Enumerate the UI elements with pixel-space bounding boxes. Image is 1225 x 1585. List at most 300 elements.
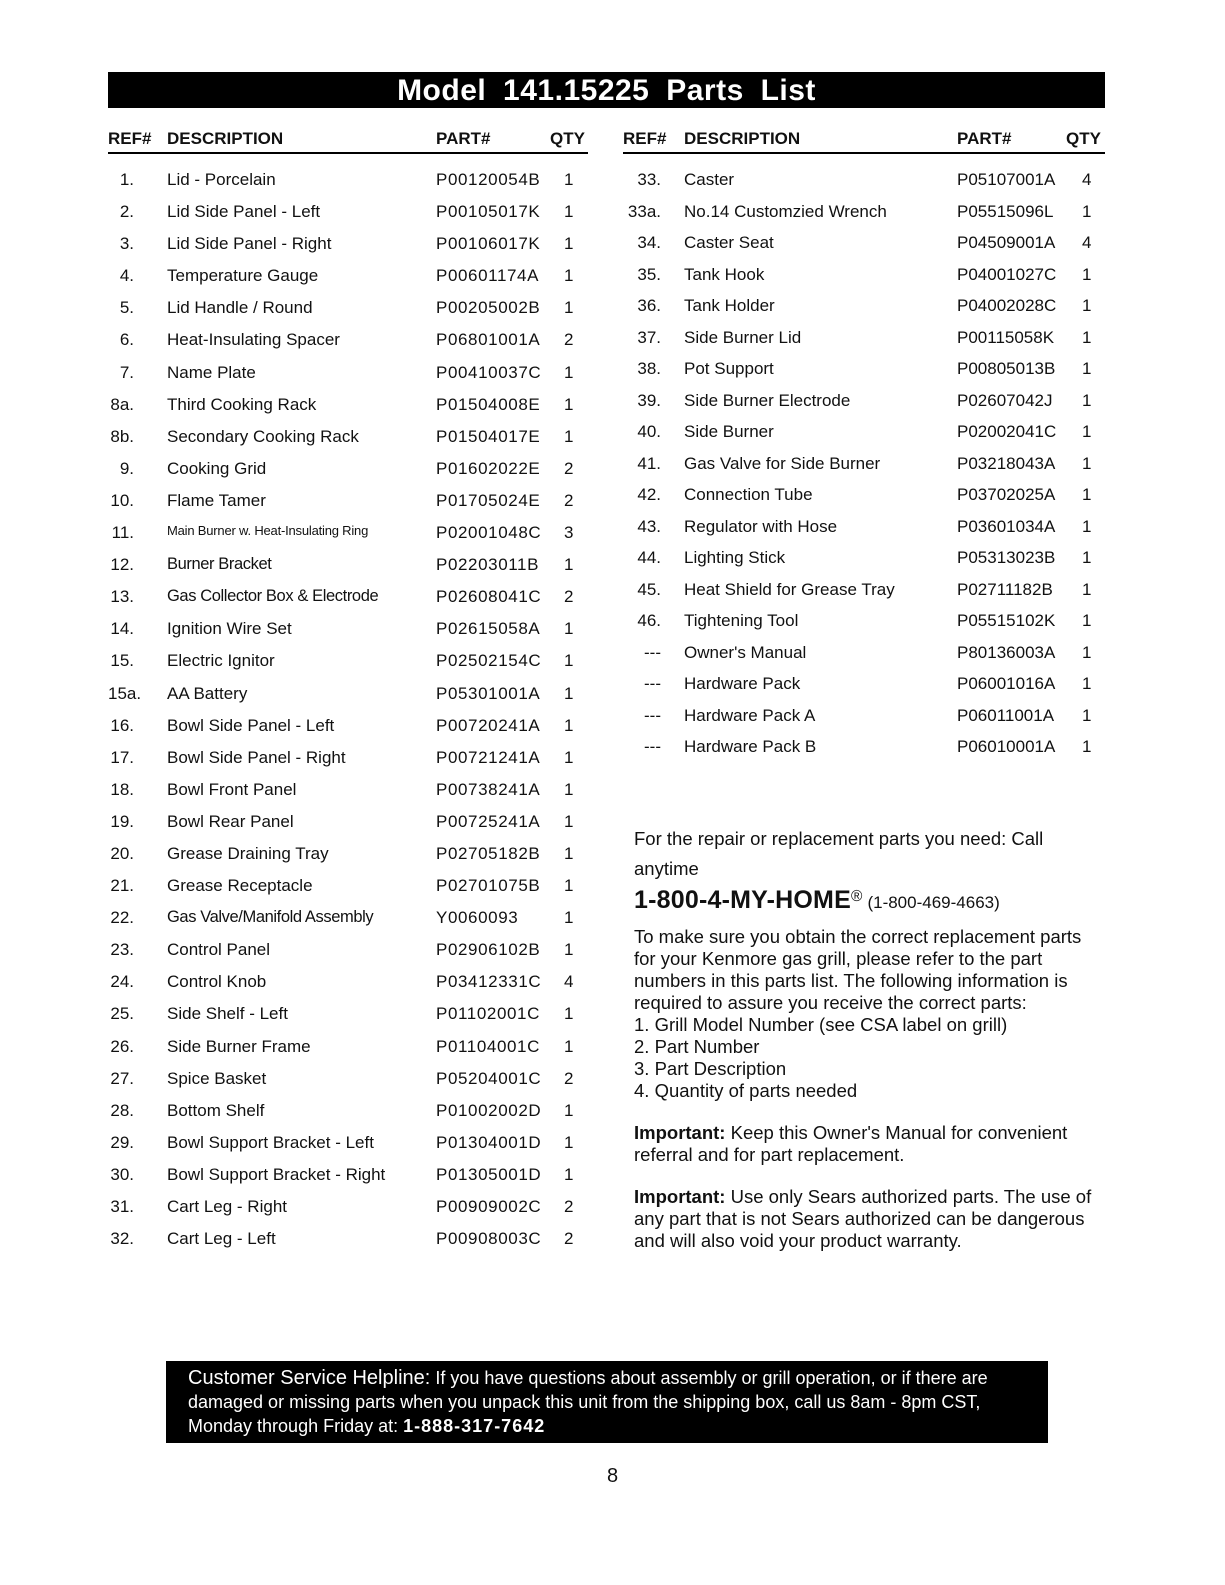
page-title: Model 141.15225 Parts List <box>397 74 816 107</box>
header-ref: REF# <box>108 129 152 148</box>
part-description: Pot Support <box>684 359 774 378</box>
page-title-bar <box>108 72 1105 108</box>
part-number: P02607042J <box>957 390 1053 410</box>
quantity: 1 <box>564 1132 574 1152</box>
ref-number: 4. <box>119 266 134 286</box>
table-row <box>623 170 1105 202</box>
part-number: P02002041C <box>957 422 1057 441</box>
part-description: Name Plate <box>167 362 256 382</box>
part-number: P00205002B <box>436 298 541 318</box>
quantity: 1 <box>564 908 574 928</box>
part-description: Temperature Gauge <box>167 266 319 286</box>
part-number: P06010001A <box>957 737 1056 756</box>
table-row <box>108 780 588 812</box>
quantity: 1 <box>1082 390 1092 410</box>
table-row <box>108 330 588 362</box>
table-row <box>108 1037 588 1069</box>
part-description: Side Shelf - Left <box>167 1004 288 1024</box>
part-description: Side Burner <box>684 422 774 441</box>
registered-mark: ® <box>850 888 863 905</box>
part-description: Lid Handle / Round <box>167 298 313 318</box>
ref-number: 1. <box>119 170 134 189</box>
part-description: Burner Bracket <box>167 555 272 574</box>
quantity: 1 <box>1082 737 1092 756</box>
part-number: P01304001D <box>436 1132 542 1152</box>
quantity: 1 <box>564 298 574 318</box>
ref-number: 35. <box>637 264 661 284</box>
part-description: Bowl Side Panel - Left <box>167 715 335 735</box>
table-row <box>108 234 588 266</box>
ref-number: 27. <box>110 1068 134 1088</box>
quantity: 1 <box>1082 579 1092 599</box>
quantity: 1 <box>564 1004 574 1024</box>
part-number: P04002028C <box>957 296 1057 315</box>
part-number: P00805013B <box>957 359 1056 378</box>
ref-number: 3. <box>119 234 134 254</box>
part-description: Heat-Insulating Spacer <box>167 330 340 350</box>
part-number: P01305001D <box>436 1164 542 1184</box>
table-row <box>108 972 588 1004</box>
ref-number: 43. <box>637 516 661 536</box>
header-part: PART# <box>957 129 1012 148</box>
table-row <box>108 908 588 940</box>
part-number: P00738241A <box>436 779 541 799</box>
table-row <box>623 611 1105 643</box>
table-row <box>108 587 588 619</box>
table-row <box>108 266 588 298</box>
ref-number: 17. <box>110 747 134 767</box>
quantity: 1 <box>1082 327 1092 347</box>
part-description: Bowl Support Bracket - Left <box>167 1132 374 1152</box>
ref-number: 23. <box>110 940 134 960</box>
quantity: 1 <box>1082 674 1092 693</box>
part-description: Bottom Shelf <box>167 1100 265 1120</box>
quantity: 1 <box>564 170 574 189</box>
quantity: 4 <box>1082 233 1092 252</box>
table-row <box>108 1004 588 1036</box>
part-number: P01602022E <box>436 458 541 478</box>
quantity: 1 <box>1082 642 1092 662</box>
order-phone: 1-800-4-MY-HOME <box>634 886 851 915</box>
table-header <box>623 128 1105 154</box>
part-description: Side Burner Frame <box>167 1036 311 1056</box>
table-row <box>623 485 1105 517</box>
quantity: 1 <box>1082 296 1092 315</box>
part-description: Lid Side Panel - Right <box>167 234 332 254</box>
table-row <box>108 940 588 972</box>
table-row <box>623 296 1105 328</box>
table-row <box>623 422 1105 454</box>
part-description: No.14 Customzied Wrench <box>684 201 887 221</box>
table-row <box>108 748 588 780</box>
quantity: 1 <box>564 811 574 831</box>
quantity: 2 <box>564 490 574 510</box>
ref-number: 14. <box>110 619 134 639</box>
ref-number: 36. <box>637 296 661 315</box>
ref-number: 22. <box>110 908 134 928</box>
ref-number: 18. <box>110 779 134 799</box>
part-number: P00720241A <box>436 715 541 735</box>
ref-number: 46. <box>637 611 661 630</box>
ref-number: 5. <box>119 298 134 318</box>
table-row <box>623 233 1105 265</box>
table-row <box>108 716 588 748</box>
ref-number: 45. <box>637 579 661 599</box>
table-row <box>623 454 1105 486</box>
quantity: 4 <box>1082 170 1092 189</box>
part-description: Grease Draining Tray <box>167 843 329 863</box>
quantity: 2 <box>564 1068 574 1088</box>
ref-number: 11. <box>111 523 134 543</box>
part-description: Gas Valve for Side Burner <box>684 453 881 473</box>
part-number: P06001016A <box>957 674 1056 693</box>
part-number: P00115058K <box>957 327 1055 347</box>
header-qty: QTY <box>1066 129 1101 148</box>
part-number: P02615058A <box>436 619 541 639</box>
part-number: P00908003C <box>436 1229 542 1249</box>
table-row <box>108 812 588 844</box>
quantity: 4 <box>564 972 574 992</box>
quantity: 1 <box>564 940 574 960</box>
ref-number: 33. <box>637 170 661 189</box>
list-item: 1. Grill Model Number (see CSA label on grill) <box>634 1014 1008 1036</box>
ref-number: 34. <box>637 233 661 252</box>
order-phone-line <box>634 886 1106 914</box>
part-number: P05301001A <box>436 683 541 703</box>
part-description: Cart Leg - Right <box>167 1197 287 1216</box>
page-number: 8 <box>606 1465 619 1487</box>
table-row <box>623 391 1105 423</box>
part-description: Spice Basket <box>167 1068 267 1088</box>
ref-number: 19. <box>110 811 134 831</box>
part-number: P00909002C <box>436 1197 542 1216</box>
table-row <box>623 674 1105 706</box>
helpline-phone: 1-888-317-7642 <box>403 1416 546 1436</box>
part-description: Lighting Stick <box>684 548 786 567</box>
part-number: P03601034A <box>957 516 1056 536</box>
table-row <box>108 684 588 716</box>
ref-number: 26. <box>110 1036 134 1056</box>
ref-number: 33a. <box>627 201 661 221</box>
part-number: P05515096L <box>957 201 1054 221</box>
part-description: Tank Hook <box>684 264 765 284</box>
part-number: P05313023B <box>957 548 1056 567</box>
part-number: P01002002D <box>436 1100 542 1120</box>
table-header <box>108 128 588 154</box>
part-description: Caster Seat <box>684 233 774 252</box>
part-number: P00725241A <box>436 811 541 831</box>
table-row <box>108 202 588 234</box>
ref-number: 40. <box>637 422 661 441</box>
header-qty: QTY <box>550 129 585 148</box>
part-description: Lid Side Panel - Left <box>167 202 321 222</box>
table-row <box>108 427 588 459</box>
quantity: 1 <box>564 779 574 799</box>
call-text: For the repair or replacement parts you need: Call anytime <box>634 828 1044 879</box>
quantity: 1 <box>564 362 574 382</box>
quantity: 1 <box>1082 705 1092 725</box>
part-description: Secondary Cooking Rack <box>167 426 359 446</box>
quantity: 1 <box>1082 264 1092 284</box>
table-row <box>108 523 588 555</box>
table-row <box>108 459 588 491</box>
helpline-text: If you have questions about assembly or grill operation, or if there are damaged or missing parts when you unpack this unit from the shipping box, call us 8am - 8pm CST, Monday through Friday at: <box>188 1368 988 1436</box>
quantity: 1 <box>564 202 574 222</box>
part-number: P05515102K <box>957 611 1056 630</box>
part-number: P04509001A <box>957 233 1056 252</box>
table-row <box>623 643 1105 675</box>
ref-number: --- <box>644 705 661 725</box>
table-row <box>108 619 588 651</box>
ref-number: 8a. <box>110 394 134 414</box>
ref-number: 9. <box>119 458 134 478</box>
part-number: P04001027C <box>957 264 1057 284</box>
list-item: 3. Part Description <box>634 1058 787 1080</box>
part-description: AA Battery <box>167 683 248 703</box>
quantity: 1 <box>564 843 574 863</box>
quantity: 1 <box>1082 201 1092 221</box>
table-row <box>623 359 1105 391</box>
table-row <box>108 651 588 683</box>
quantity: 1 <box>1082 548 1092 567</box>
quantity: 2 <box>564 587 574 607</box>
part-description: Side Burner Electrode <box>684 390 851 410</box>
part-number: P00106017K <box>436 234 541 254</box>
quantity: 2 <box>564 1197 574 1216</box>
part-number: P02906102B <box>436 940 541 960</box>
part-number: P01104001C <box>436 1036 540 1056</box>
part-description: Gas Valve/Manifold Assembly <box>167 908 374 927</box>
part-description: Bowl Rear Panel <box>167 811 294 831</box>
part-description: Side Burner Lid <box>684 327 802 347</box>
quantity: 1 <box>1082 359 1092 378</box>
part-number: P05107001A <box>957 170 1056 189</box>
ref-number: 41. <box>637 453 661 473</box>
ref-number: 30. <box>110 1164 134 1184</box>
table-row <box>108 555 588 587</box>
table-row <box>108 844 588 876</box>
part-number: P02705182B <box>436 843 541 863</box>
part-description: Tank Holder <box>684 296 775 315</box>
part-number: P02701075B <box>436 876 541 896</box>
important-text: Use only Sears authorized parts. The use of any part that is not Sears authorized can be dangerous and will also void your product warranty. <box>634 1186 1092 1252</box>
part-description: Bowl Front Panel <box>167 779 297 799</box>
part-number: P01504017E <box>436 426 541 446</box>
quantity: 1 <box>564 1164 574 1184</box>
list-item: 2. Part Number <box>634 1036 760 1058</box>
part-number: P03412331C <box>436 972 542 992</box>
part-number: P06011001A <box>957 705 1055 725</box>
table-rows <box>623 154 1105 769</box>
table-row <box>623 265 1105 297</box>
table-row <box>623 548 1105 580</box>
part-description: Hardware Pack <box>684 674 801 693</box>
table-row <box>623 202 1105 234</box>
helpline-label: Customer Service Helpline: <box>188 1367 431 1389</box>
part-number: P00601174A <box>436 266 540 286</box>
table-row <box>108 1101 588 1133</box>
ref-number: 8b. <box>110 426 134 446</box>
ref-number: 32. <box>110 1229 134 1249</box>
ref-number: 7. <box>119 362 134 382</box>
part-number: P01705024E <box>436 490 541 510</box>
ref-number: --- <box>644 642 661 662</box>
quantity: 1 <box>564 651 574 671</box>
part-description: Grease Receptacle <box>167 876 313 896</box>
part-description: Cooking Grid <box>167 458 267 478</box>
quantity: 1 <box>564 619 574 639</box>
table-row <box>108 1197 588 1229</box>
part-number: P03218043A <box>957 453 1056 473</box>
ref-number: 21. <box>110 876 134 896</box>
table-row <box>108 1165 588 1197</box>
table-row <box>108 363 588 395</box>
table-row <box>108 298 588 330</box>
table-row <box>623 737 1105 769</box>
part-number: P06801001A <box>436 330 541 350</box>
part-description: Connection Tube <box>684 485 813 504</box>
part-number: P02608041C <box>436 587 542 607</box>
quantity: 1 <box>1082 516 1092 536</box>
table-row <box>623 328 1105 360</box>
part-number: P02203011B <box>436 555 540 575</box>
part-number: P00120054B <box>436 170 541 189</box>
part-description: Main Burner w. Heat-Insulating Ring <box>167 523 369 539</box>
part-description: Hardware Pack A <box>684 705 816 725</box>
part-number: P80136003A <box>957 642 1056 662</box>
part-description: Control Panel <box>167 940 271 960</box>
quantity: 1 <box>1082 422 1092 441</box>
quantity: 1 <box>564 266 574 286</box>
ref-number: 31. <box>110 1197 134 1216</box>
table-row <box>108 876 588 908</box>
quantity: 1 <box>564 1036 574 1056</box>
part-description: Bowl Side Panel - Right <box>167 747 346 767</box>
part-description: Electric Ignitor <box>167 651 275 671</box>
header-ref: REF# <box>623 129 667 148</box>
instructions-paragraph: To make sure you obtain the correct replacement parts for your Kenmore gas grill, please refer to the part numbers in this parts list. The following information is required to assure you receive the correct parts: <box>634 926 1082 1014</box>
part-description: Bowl Support Bracket - Right <box>167 1164 386 1184</box>
ref-number: 42. <box>637 485 661 504</box>
part-number: P03702025A <box>957 485 1056 504</box>
quantity: 1 <box>564 234 574 254</box>
table-row <box>623 580 1105 612</box>
quantity: 1 <box>564 1100 574 1120</box>
table-row <box>108 491 588 523</box>
quantity: 2 <box>564 330 574 350</box>
ref-number: 12. <box>110 555 134 575</box>
important-label: Important: <box>634 1186 726 1208</box>
header-description: DESCRIPTION <box>684 129 801 148</box>
ref-number: --- <box>644 737 661 756</box>
parts-table-right <box>623 128 1105 769</box>
table-rows <box>108 154 588 1261</box>
part-description: Control Knob <box>167 972 267 992</box>
ref-number: 15a. <box>108 683 142 703</box>
table-row <box>108 1133 588 1165</box>
ref-number: 39. <box>637 390 661 410</box>
ref-number: 6. <box>119 330 134 350</box>
part-number: Y0060093 <box>436 908 519 928</box>
part-description: Cart Leg - Left <box>167 1229 276 1249</box>
ref-number: 15. <box>110 651 134 671</box>
header-description: DESCRIPTION <box>167 129 284 148</box>
part-description: Regulator with Hose <box>684 516 838 536</box>
part-number: P02711182B <box>957 579 1053 599</box>
ref-number: 37. <box>637 327 661 347</box>
part-number: P01504008E <box>436 394 541 414</box>
quantity: 1 <box>564 683 574 703</box>
table-row <box>623 706 1105 738</box>
part-description: Flame Tamer <box>167 490 266 510</box>
table-row <box>108 170 588 202</box>
quantity: 1 <box>1082 453 1092 473</box>
ref-number: 13. <box>110 587 134 607</box>
important-note-1 <box>634 1122 1106 1166</box>
table-row <box>623 517 1105 549</box>
ref-number: 25. <box>110 1004 134 1024</box>
list-item: 4. Quantity of parts needed <box>634 1080 858 1102</box>
ordering-info <box>634 824 1106 1252</box>
quantity: 1 <box>1082 485 1092 504</box>
quantity: 1 <box>1082 611 1092 630</box>
part-description: Lid - Porcelain <box>167 170 276 189</box>
part-number: P00410037C <box>436 362 542 382</box>
ref-number: 29. <box>110 1132 134 1152</box>
required-info-list <box>634 1014 1106 1102</box>
part-number: P02001048C <box>436 523 542 543</box>
part-description: Owner's Manual <box>684 642 807 662</box>
part-number: P00721241A <box>436 747 541 767</box>
quantity: 2 <box>564 458 574 478</box>
table-row <box>108 1069 588 1101</box>
part-description: Third Cooking Rack <box>167 394 317 414</box>
ref-number: 28. <box>110 1100 134 1120</box>
important-note-2 <box>634 1186 1106 1252</box>
important-label: Important: <box>634 1122 726 1144</box>
ref-number: 20. <box>110 843 134 863</box>
ref-number: 16. <box>110 715 134 735</box>
quantity: 3 <box>564 523 574 543</box>
ref-number: 44. <box>637 548 661 567</box>
table-row <box>108 1229 588 1261</box>
important-text: Keep this Owner's Manual for convenient referral and for part replacement. <box>634 1122 1068 1166</box>
quantity: 1 <box>564 555 574 575</box>
ref-number: 38. <box>637 359 661 378</box>
order-phone-digits: (1-800-469-4663) <box>867 893 1000 913</box>
part-number: P01102001C <box>436 1004 540 1024</box>
quantity: 1 <box>564 394 574 414</box>
part-number: P00105017K <box>436 202 541 222</box>
header-part: PART# <box>436 129 491 148</box>
part-number: P02502154C <box>436 651 542 671</box>
quantity: 1 <box>564 747 574 767</box>
part-description: Gas Collector Box & Electrode <box>167 587 379 606</box>
part-number: P05204001C <box>436 1068 542 1088</box>
customer-helpline-box <box>166 1361 1048 1443</box>
ref-number: 2. <box>119 202 134 222</box>
ref-number: --- <box>644 674 661 693</box>
part-description: Caster <box>684 170 735 189</box>
quantity: 1 <box>564 426 574 446</box>
quantity: 1 <box>564 715 574 735</box>
quantity: 1 <box>564 876 574 896</box>
table-row <box>108 395 588 427</box>
quantity: 2 <box>564 1229 574 1249</box>
parts-table-left <box>108 128 588 1261</box>
part-description: Tightening Tool <box>684 611 799 630</box>
part-description: Ignition Wire Set <box>167 619 292 639</box>
